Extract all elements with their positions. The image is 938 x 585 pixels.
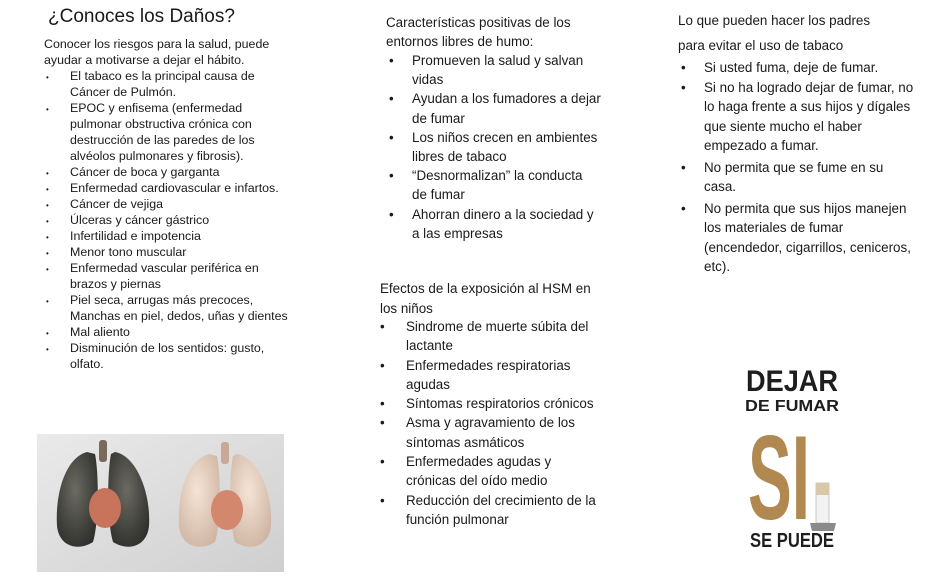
list-item: • No permita que sus hijos manejen los materiales de fumar (encendedor, cigarrillos, ceniceros, etc). [678, 199, 916, 277]
logo-line3: SE PUEDE [750, 530, 834, 551]
list-item: • Disminución de los sentidos: gusto, olfato. [44, 340, 289, 372]
logo-line1: DEJAR [746, 365, 839, 398]
smoke-free-heading: Características positivas de los entornos libres de humo: [386, 15, 571, 49]
list-item: • Los niños crecen en ambientes libres de tabaco [386, 128, 601, 166]
list-item: • Cáncer de boca y garganta [44, 164, 289, 180]
logo-big-si: SI [748, 411, 810, 545]
parents-heading-line2: para evitar el uso de tabaco [678, 38, 844, 53]
logo-line2: DE FUMAR [745, 398, 840, 415]
list-item: • Si no ha logrado dejar de fumar, no lo haga frente a sus hijos y dígales que siente mucho el haber empezado a fumar. [678, 78, 916, 156]
list-item: • Enfermedades agudas y crónicas del oído medio [380, 452, 602, 491]
list-item: • Promueven la salud y salvan vidas [386, 51, 601, 89]
hsm-effects-heading: Efectos de la exposición al HSM en los niños [380, 281, 591, 316]
list-item: • Cáncer de vejiga [44, 196, 289, 212]
parents-list [678, 58, 916, 277]
list-item: • Reducción del crecimiento de la función pulmonar [380, 491, 602, 530]
list-item: • Asma y agravamiento de los síntomas asmáticos [380, 413, 602, 452]
damages-list [44, 68, 289, 372]
list-item: • EPOC y enfisema (enfermedad pulmonar obstructiva crónica con destrucción de las paredes de los alvéolos pulmonares y fibrosis). [44, 100, 289, 164]
list-item: • No permita que se fume en su casa. [678, 158, 916, 197]
cigarette-icon [810, 483, 836, 531]
list-item: • Mal aliento [44, 324, 289, 340]
list-item: • Ayudan a los fumadores a dejar de fumar [386, 89, 601, 127]
list-item: • Ahorran dinero a la sociedad y a las empresas [386, 205, 601, 243]
quit-smoking-logo [744, 365, 840, 551]
list-item: • Infertilidad e impotencia [44, 228, 289, 244]
list-item: • El tabaco es la principal causa de Cáncer de Pulmón. [44, 68, 289, 100]
list-item: • Sindrome de muerte súbita del lactante [380, 317, 602, 356]
list-item: • Si usted fuma, deje de fumar. [678, 58, 916, 78]
lungs-photo [37, 434, 284, 572]
list-item: • Enfermedades respiratorias agudas [380, 356, 602, 395]
list-item: • Piel seca, arrugas más precoces, Manchas en piel, dedos, uñas y dientes [44, 292, 289, 324]
list-item: • Úlceras y cáncer gástrico [44, 212, 289, 228]
smoke-free-list [386, 51, 601, 243]
damages-intro: Conocer los riesgos para la salud, puede ayudar a motivarse a dejar el hábito. [44, 37, 270, 67]
list-item: • Síntomas respiratorios crónicos [380, 394, 602, 413]
parents-heading-line1: Lo que pueden hacer los padres [678, 13, 871, 28]
list-item: • Enfermedad cardiovascular e infartos. [44, 180, 289, 196]
list-item: • “Desnormalizan” la conducta de fumar [386, 166, 601, 204]
list-item: • Menor tono muscular [44, 244, 289, 260]
damages-title: ¿Conoces los Daños? [48, 6, 235, 27]
list-item: • Enfermedad vascular periférica en brazos y piernas [44, 260, 289, 292]
hsm-effects-list [380, 317, 602, 529]
